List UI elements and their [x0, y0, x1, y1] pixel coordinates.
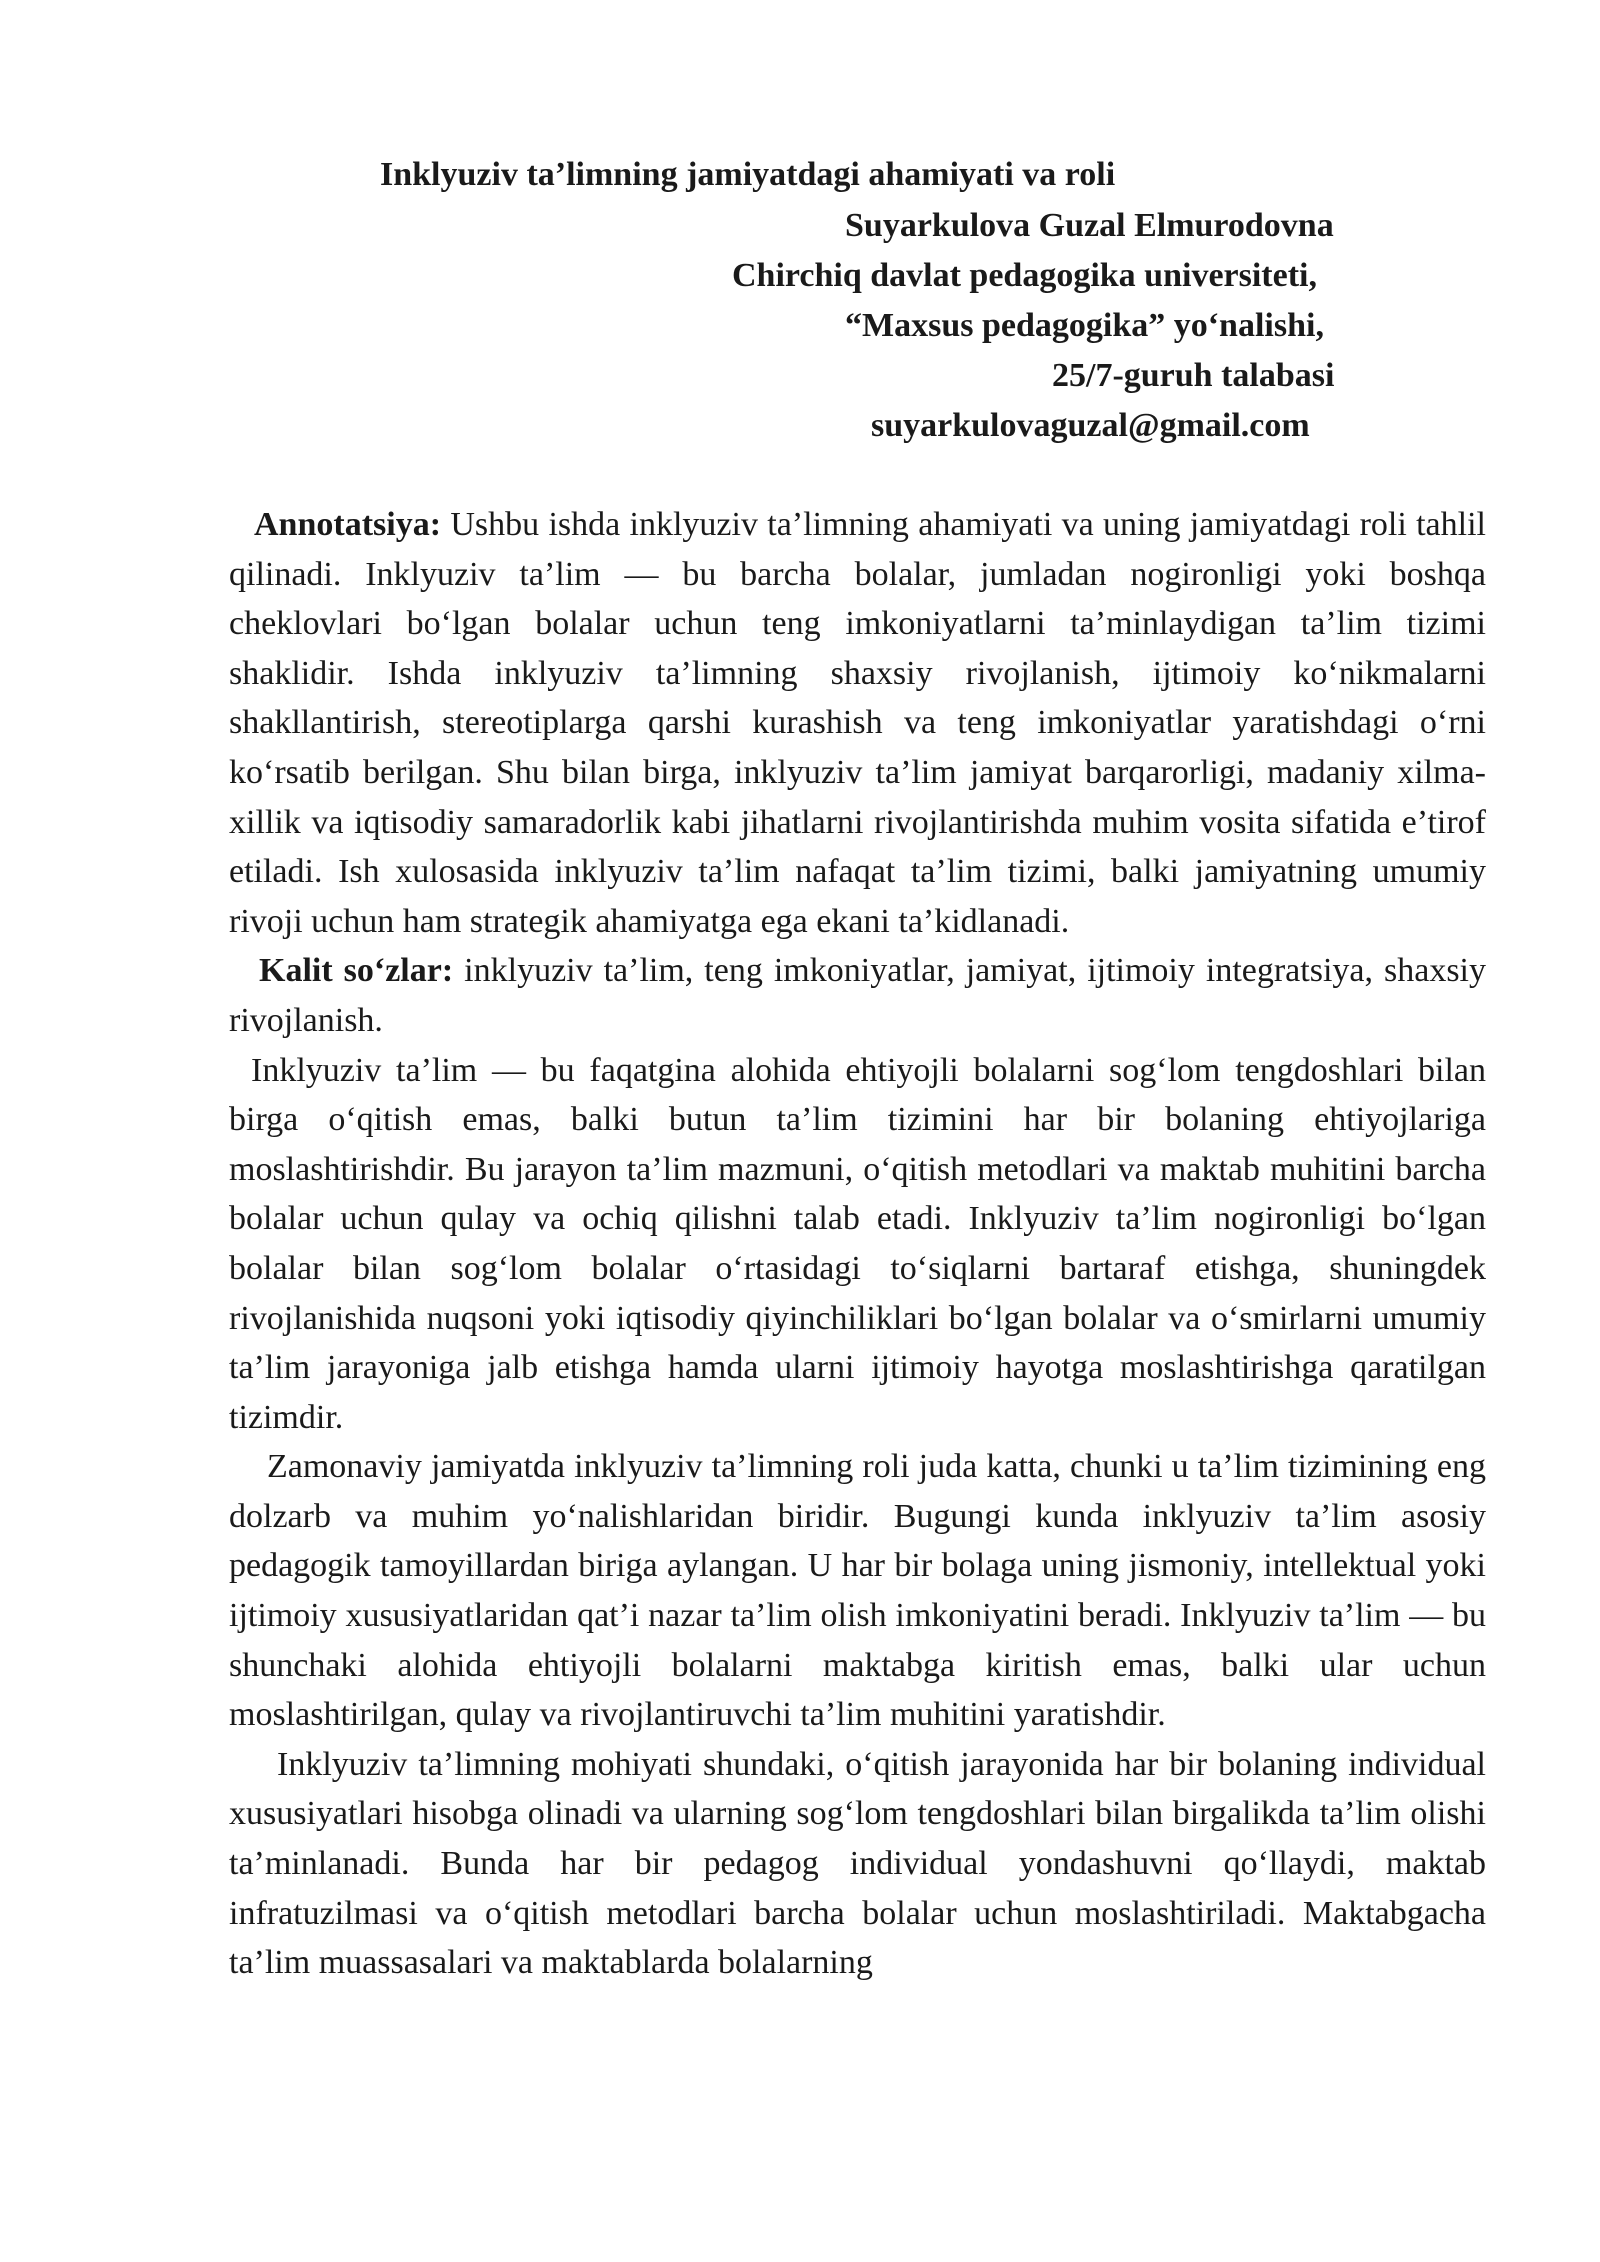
- keywords-paragraph: [229, 946, 1486, 1045]
- keywords-text: inklyuziv ta’lim, teng imkoniyatlar, jamiyat, ijtimoiy integratsiya, shaxsiy rivojlanish.: [229, 952, 1486, 1039]
- author-group: 25/7-guruh talabasi: [1052, 357, 1335, 394]
- document-body: [229, 500, 1486, 1988]
- body-paragraph-1: Inklyuziv ta’lim — bu faqatgina alohida ehtiyojli bolalarni sog‘lom tengdoshlari bilan birga o‘qitish emas, balki butun ta’lim tizimini har bir bolaning ehtiyojlariga moslashtirishdir. Bu jarayon ta’lim mazmuni, o‘qitish metodlari va maktab muhitini barcha bolalar uchun qulay va ochiq qilishni talab etadi. Inklyuziv ta’lim nogironligi bo‘lgan bolalar bilan sog‘lom bolalar o‘rtasidagi to‘siqlarni bartaraf etishga, shuningdek rivojlanishida nuqsoni yoki iqtisodiy qiyinchiliklari bo‘lgan bolalar va o‘smirlarni umumiy ta’lim jarayoniga jalb etishga hamda ularni ijtimoiy hayotga moslashtirishga qaratilgan tizimdir.: [229, 1051, 1486, 1436]
- abstract-label: Annotatsiya:: [254, 506, 442, 543]
- abstract-text: Ushbu ishda inklyuziv ta’limning ahamiyati va uning jamiyatdagi roli tahlil qilinadi. Inklyuziv ta’lim — bu barcha bolalar, jumladan nogironligi yoki boshqa cheklovlari bo‘lgan bolalar uchun teng imkoniyatlarni ta’minlaydigan ta’lim tizimi shaklidir. Ishda inklyuziv ta’limning shaxsiy rivojlanish, ijtimoiy ko‘nikmalarni shakllantirish, stereotiplarga qarshi kurashish va teng imkoniyatlar yaratishdagi o‘rni ko‘rsatib berilgan. Shu bilan birga, inklyuziv ta’lim jamiyat barqarorligi, madaniy xilma-xillik va iqtisodiy samaradorlik kabi jihatlarni rivojlantirishda muhim vosita sifatida e’tirof etiladi. Ish xulosasida inklyuziv ta’lim nafaqat ta’lim tizimi, balki jamiyatning umumiy rivoji uchun ham strategik ahamiyatga ega ekani ta’kidlanadi.: [229, 506, 1486, 940]
- author-email: suyarkulovaguzal@gmail.com: [871, 407, 1310, 444]
- author-name: Suyarkulova Guzal Elmurodovna: [845, 207, 1334, 244]
- author-university: Chirchiq davlat pedagogika universiteti,: [732, 257, 1317, 294]
- author-program: “Maxsus pedagogika” yo‘nalishi,: [845, 307, 1324, 344]
- document-title: Inklyuziv ta’limning jamiyatdagi ahamiyati va roli: [380, 156, 1116, 193]
- abstract-paragraph: [229, 500, 1486, 946]
- keywords-label: Kalit so‘zlar:: [259, 952, 454, 990]
- body-paragraph-3: Inklyuziv ta’limning mohiyati shundaki, o‘qitish jarayonida har bir bolaning individual xususiyatlari hisobga olinadi va ularning sog‘lom tengdoshlari bilan birgalikda ta’lim olishi ta’minlanadi. Bunda har bir pedagog individual yondashuvni qo‘llaydi, maktab infratuzilmasi va o‘qitish metodlari barcha bolalar uchun moslashtiriladi. Maktabgacha ta’lim muassasalari va maktablarda bolalarning: [229, 1745, 1486, 1982]
- body-paragraph-2: Zamonaviy jamiyatda inklyuziv ta’limning roli juda katta, chunki u ta’lim tizimining eng dolzarb va muhim yo‘nalishlaridan biridir. Bugungi kunda inklyuziv ta’lim asosiy pedagogik tamoyillardan biriga aylangan. U har bir bolaga uning jismoniy, intellektual yoki ijtimoiy xususiyatlaridan qat’i nazar ta’lim olish imkoniyatini beradi. Inklyuziv ta’lim — bu shunchaki alohida ehtiyojli bolalarni maktabga kiritish emas, balki ular uchun moslashtirilgan, qulay va rivojlantiruvchi ta’lim muhitini yaratishdir.: [229, 1448, 1486, 1734]
